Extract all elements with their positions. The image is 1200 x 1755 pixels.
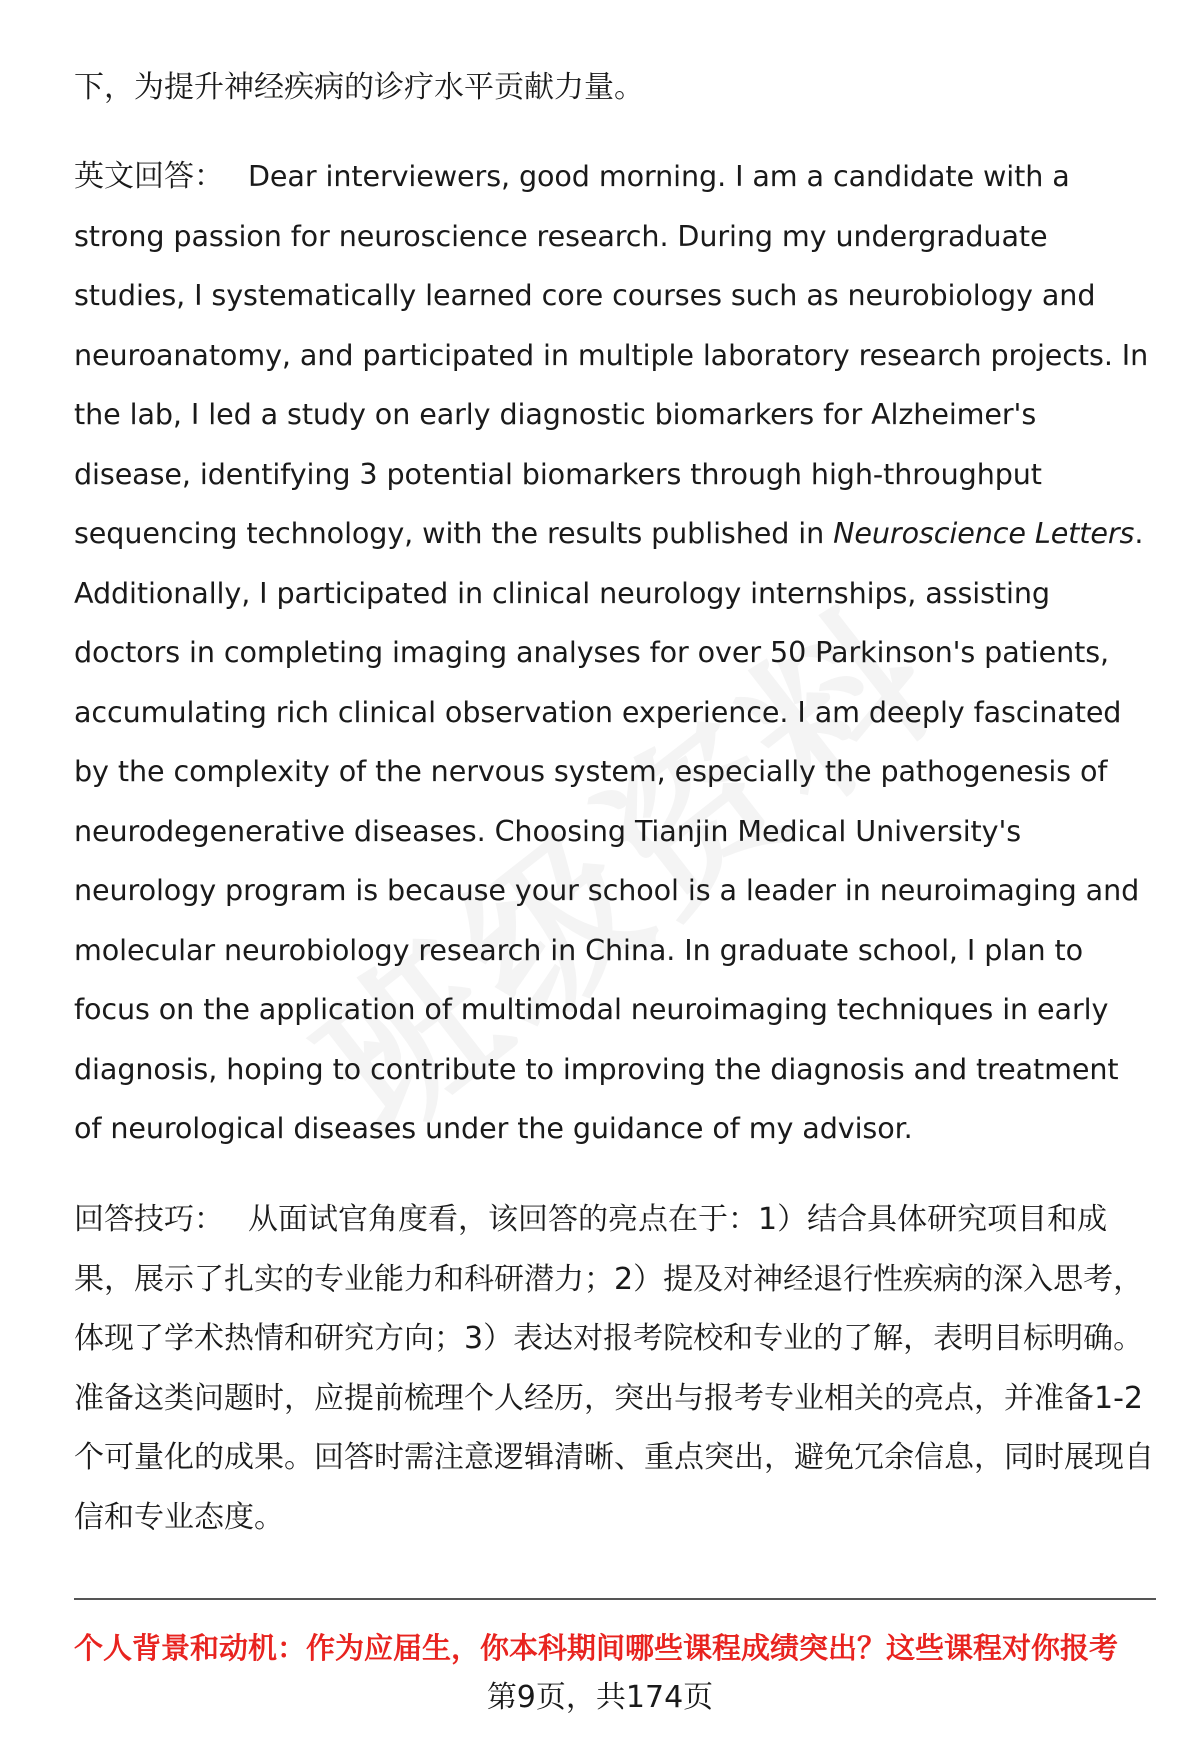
answer-tips-text: 从面试官角度看，该回答的亮点在于：1）结合具体研究项目和成果，展示了扎实的专业能力和科研潜力；2）提及对神经退行性疾病的深入思考，体现了学术热情和研究方向；3）表达对报考院校和专业的了解，表明目标明确。准备这类问题时，应提前梳理个人经历，突出与报考专业相关的亮点，并准备1-2个可量化的成果。回答时需注意逻辑清晰、重点突出，避免冗余信息，同时展现自信和专业态度。 <box>74 1202 1154 1535</box>
answer-tips-label: 回答技巧： <box>74 1202 224 1237</box>
answer-tips-paragraph <box>74 1190 1154 1547</box>
journal-name: Neuroscience Letters <box>833 516 1135 550</box>
english-answer-text-after: . Additionally, I participated in clinical neurology internships, assisting doctors in completing imaging analyses for over 50 Parkinson's patients, accumulating rich clinical observation experience. I am deeply fascinated by the complexity of the nervous system, especially the pathogenesis of neurodegenerative diseases. Choosing Tianjin Medical University's neurology program is because your school is a leader in neuroimaging and molecular neurobiology research in China. In graduate school, I plan to focus on the application of multimodal neuroimaging techniques in early diagnosis, hoping to contribute to improving the diagnosis and treatment of neurological diseases under the guidance of my advisor. <box>74 516 1144 1145</box>
next-question-heading: 个人背景和动机：作为应届生，你本科期间哪些课程成绩突出？这些课程对你报考 <box>74 1631 1119 1665</box>
english-answer-paragraph <box>74 147 1154 1159</box>
page-number-footer: 第9页，共174页 <box>486 1680 714 1715</box>
english-answer-text-before: Dear interviewers, good morning. I am a candidate with a strong passion for neuroscience research. During my undergraduate studies, I systematically learned core courses such as neurobiology and neuroanatomy, and participated in multiple laboratory research projects. In the lab, I led a study on early diagnostic biomarkers for Alzheimer's disease, identifying 3 potential biomarkers through high-throughput sequencing technology, with the results published in <box>74 159 1149 550</box>
english-answer-label: 英文回答： <box>74 159 224 194</box>
section-divider <box>74 1598 1156 1600</box>
continued-paragraph: 下，为提升神经疾病的诊疗水平贡献力量。 <box>74 70 644 105</box>
